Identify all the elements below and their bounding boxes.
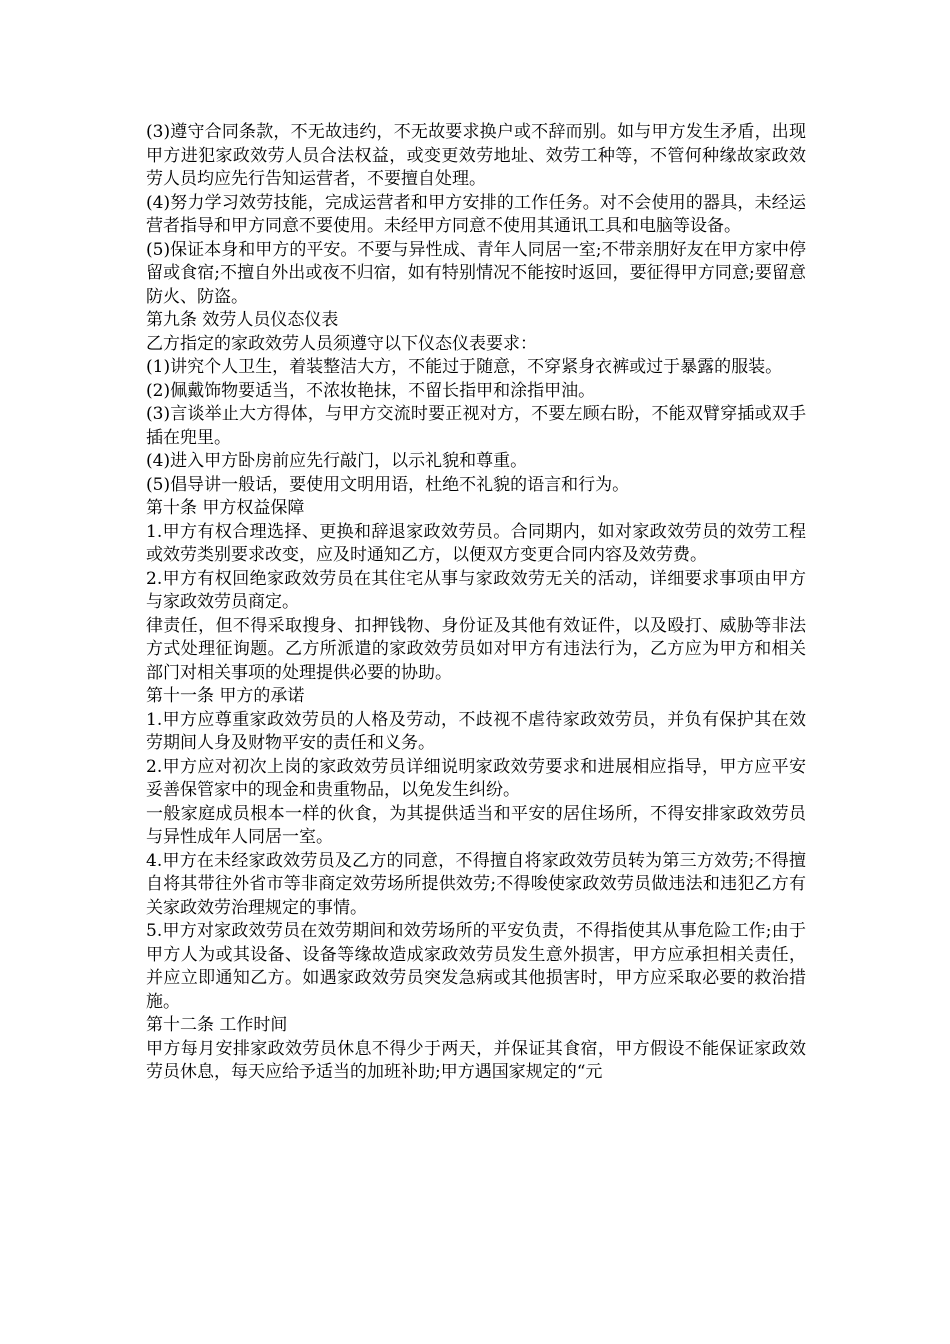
paragraph-article9-item3: (3)言谈举止大方得体，与甲方交流时要正视对方，不要左顾右盼，不能双臂穿插或双手插在兜里。 bbox=[146, 404, 806, 448]
paragraph-article11-item5: 5.甲方对家政效劳员在效劳期间和效劳场所的平安负责，不得指使其从事危险工作;由于甲方人为或其设备、设备等缘故造成家政效劳员发生意外损害，甲方应承担相关责任，并应立即通知乙方。如遇家政效劳员突发急病或其他损害时，甲方应采取必要的救治措施。 bbox=[146, 921, 806, 1012]
paragraph-article8-item5: (5)保证本身和甲方的平安。不要与异性成、青年人同居一室;不带亲朋好友在甲方家中停留或食宿;不擅自外出或夜不归宿，如有特别情况不能按时返回，要征得甲方同意;要留意防火、防盗。 bbox=[146, 239, 806, 307]
paragraph-article8-item3: (3)遵守合同条款，不无故违约，不无故要求换户或不辞而别。如与甲方发生矛盾，出现甲方进犯家政效劳人员合法权益，或变更效劳地址、效劳工种等，不管何种缘故家政效劳人员均应先行告知运营者，不要擅自处理。 bbox=[146, 122, 806, 189]
paragraph-article11-item2: 2.甲方应对初次上岗的家政效劳员详细说明家政效劳要求和进展相应指导，甲方应平安妥善保管家中的现金和贵重物品，以免发生纠纷。 bbox=[146, 756, 806, 800]
document-body bbox=[146, 121, 806, 1085]
heading-article9: 第九条 效劳人员仪态仪表 bbox=[146, 310, 339, 330]
paragraph-article8-item4: (4)努力学习效劳技能，完成运营者和甲方安排的工作任务。对不会使用的器具，未经运营者指导和甲方同意不要使用。未经甲方同意不使用其通讯工具和电脑等设备。 bbox=[146, 192, 806, 236]
paragraph-article10-continued: 律责任，但不得采取搜身、扣押钱物、身份证及其他有效证件，以及殴打、威胁等非法方式处理征询题。乙方所派遣的家政效劳员如对甲方有违法行为，乙方应为甲方和相关部门对相关事项的处理提供必要的协助。 bbox=[146, 615, 806, 683]
heading-article12: 第十二条 工作时间 bbox=[146, 1015, 288, 1035]
paragraph-article12-body: 甲方每月安排家政效劳员休息不得少于两天，并保证其食宿，甲方假设不能保证家政效劳员休息，每天应给予适当的加班补助;甲方遇国家规定的“元 bbox=[146, 1038, 806, 1082]
paragraph-article9-item2: (2)佩戴饰物要适当，不浓妆艳抹，不留长指甲和涂指甲油。 bbox=[146, 380, 596, 401]
paragraph-article9-item4: (4)进入甲方卧房前应先行敲门，以示礼貌和尊重。 bbox=[146, 451, 528, 471]
paragraph-article9-intro: 乙方指定的家政效劳人员须遵守以下仪态仪表要求： bbox=[146, 333, 537, 354]
heading-article11: 第十一条 甲方的承诺 bbox=[146, 686, 305, 706]
paragraph-article9-item1: (1)讲究个人卫生，着装整洁大方，不能过于随意，不穿紧身衣裤或过于暴露的服装。 bbox=[146, 357, 783, 377]
paragraph-article9-item5: (5)倡导讲一般话，要使用文明用语，杜绝不礼貌的语言和行为。 bbox=[146, 474, 630, 495]
heading-article10: 第十条 甲方权益保障 bbox=[146, 498, 305, 518]
paragraph-article10-item1: 1.甲方有权合理选择、更换和辞退家政效劳员。合同期内，如对家政效劳员的效劳工程或效劳类别要求改变，应及时通知乙方，以便双方变更合同内容及效劳费。 bbox=[146, 521, 806, 565]
paragraph-article11-item1: 1.甲方应尊重家政效劳员的人格及劳动，不歧视不虐待家政效劳员，并负有保护其在效劳期间人身及财物平安的责任和义务。 bbox=[146, 709, 806, 753]
paragraph-article11-item4: 4.甲方在未经家政效劳员及乙方的同意，不得擅自将家政效劳员转为第三方效劳;不得擅自将其带往外省市等非商定效劳场所提供效劳;不得唆使家政效劳员做违法和违犯乙方有关家政效劳治理规定的事情。 bbox=[146, 850, 806, 918]
paragraph-article11-continued: 一般家庭成员根本一样的伙食，为其提供适当和平安的居住场所，不得安排家政效劳员与异性成年人同居一室。 bbox=[146, 803, 806, 847]
paragraph-article10-item2: 2.甲方有权回绝家政效劳员在其住宅从事与家政效劳无关的活动，详细要求事项由甲方与家政效劳员商定。 bbox=[146, 568, 806, 612]
